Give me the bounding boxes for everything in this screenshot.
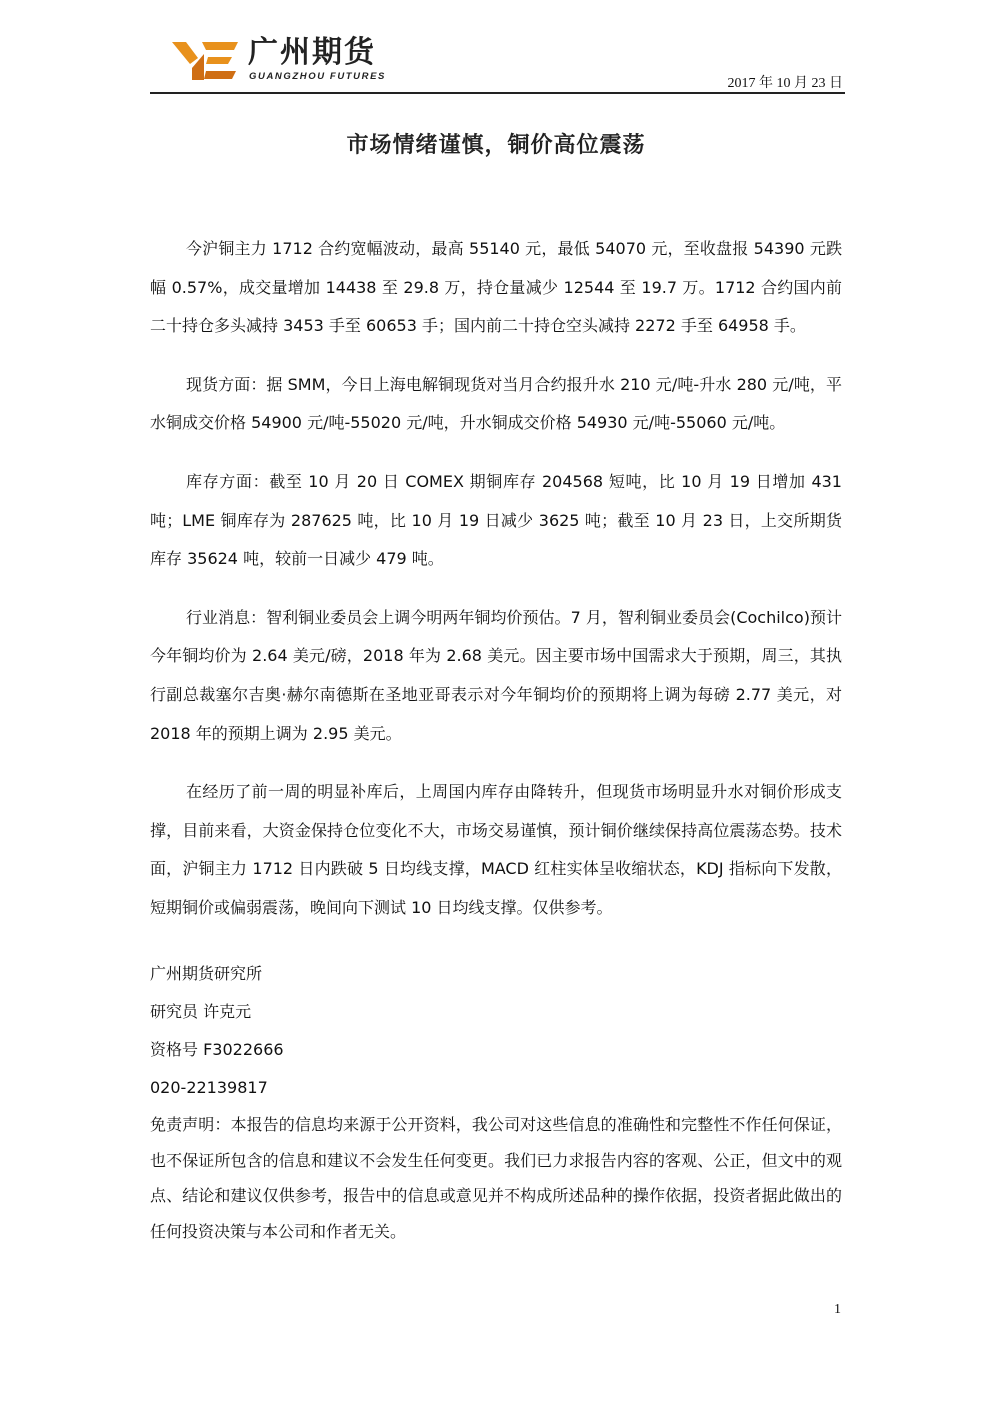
- report-body: [150, 230, 842, 928]
- paragraph-outlook: 在经历了前一周的明显补库后，上周国内库存由降转升，但现货市场明显升水对铜价形成支撑，目前来看，大资金保持仓位变化不大，市场交易谨慎，预计铜价继续保持高位震荡态势。技术面，沪铜主力 1712 日内跌破 5 日均线支撑，MACD 红柱实体呈收缩状态，KDJ 指标向下发散，短期铜价或偏弱震荡，晚间向下测试 10 日均线支撑。仅供参考。: [150, 782, 842, 917]
- page-header: [150, 36, 845, 94]
- signature-block: [150, 955, 842, 1249]
- institute-name: 广州期货研究所: [150, 964, 263, 983]
- phone-number: 020-22139817: [150, 1078, 268, 1097]
- header-divider: [150, 92, 845, 94]
- researcher-name: 研究员 许克元: [150, 1002, 252, 1021]
- page-number: 1: [834, 1302, 841, 1317]
- logo-chinese-name: 广州期货: [248, 35, 376, 70]
- report-date: 2017 年 10 月 23 日: [727, 76, 843, 91]
- report-title: 市场情绪谨慎，铜价高位震荡: [346, 133, 646, 158]
- license-number: 资格号 F3022666: [150, 1040, 284, 1059]
- paragraph-industry-news: 行业消息：智利铜业委员会上调今明两年铜均价预估。7 月，智利铜业委员会(Cochilco)预计今年铜均价为 2.64 美元/磅，2018 年为 2.68 美元。因主要市场中国需求大于预期，周三，其执行副总裁塞尔吉奥·赫尔南德斯在圣地亚哥表示对今年铜均价的预期将上调为每磅 2.77 美元，对 2018 年的预期上调为 2.95 美元。: [150, 607, 842, 743]
- paragraph-spot: 现货方面：据 SMM，今日上海电解铜现货对当月合约报升水 210 元/吨-升水 280 元/吨，平水铜成交价格 54900 元/吨-55020 元/吨，升水铜成交价格 54930 元/吨-55060 元/吨。: [150, 374, 842, 433]
- paragraph-market-summary: 今沪铜主力 1712 合约宽幅波动，最高 55140 元，最低 54070 元，至收盘报 54390 元跌幅 0.57%，成交量增加 14438 至 29.8 万，持仓量减少 12544 至 19.7 万。1712 合约国内前二十持仓多头减持 3453 手至 60653 手；国内前二十持仓空头减持 2272 手至 64958 手。: [150, 239, 842, 336]
- paragraph-inventory: 库存方面：截至 10 月 20 日 COMEX 期铜库存 204568 短吨，比 10 月 19 日增加 431 吨；LME 铜库存为 287625 吨，比 10 月 19 日减少 3625 吨；截至 10 月 23 日，上交所期货库存 35624 吨，较前一日减少 479 吨。: [150, 471, 842, 569]
- disclaimer: 免责声明：本报告的信息均来源于公开资料，我公司对这些信息的准确性和完整性不作任何保证，也不保证所包含的信息和建议不会发生任何变更。我们已力求报告内容的客观、公正，但文中的观点、结论和建议仅供参考，报告中的信息或意见并不构成所述品种的操作依据，投资者据此做出的任何投资决策与本公司和作者无关。: [150, 1115, 842, 1241]
- guangzhou-futures-logo-icon: [172, 40, 238, 82]
- logo-english-name: GUANGZHOU FUTURES: [249, 71, 386, 82]
